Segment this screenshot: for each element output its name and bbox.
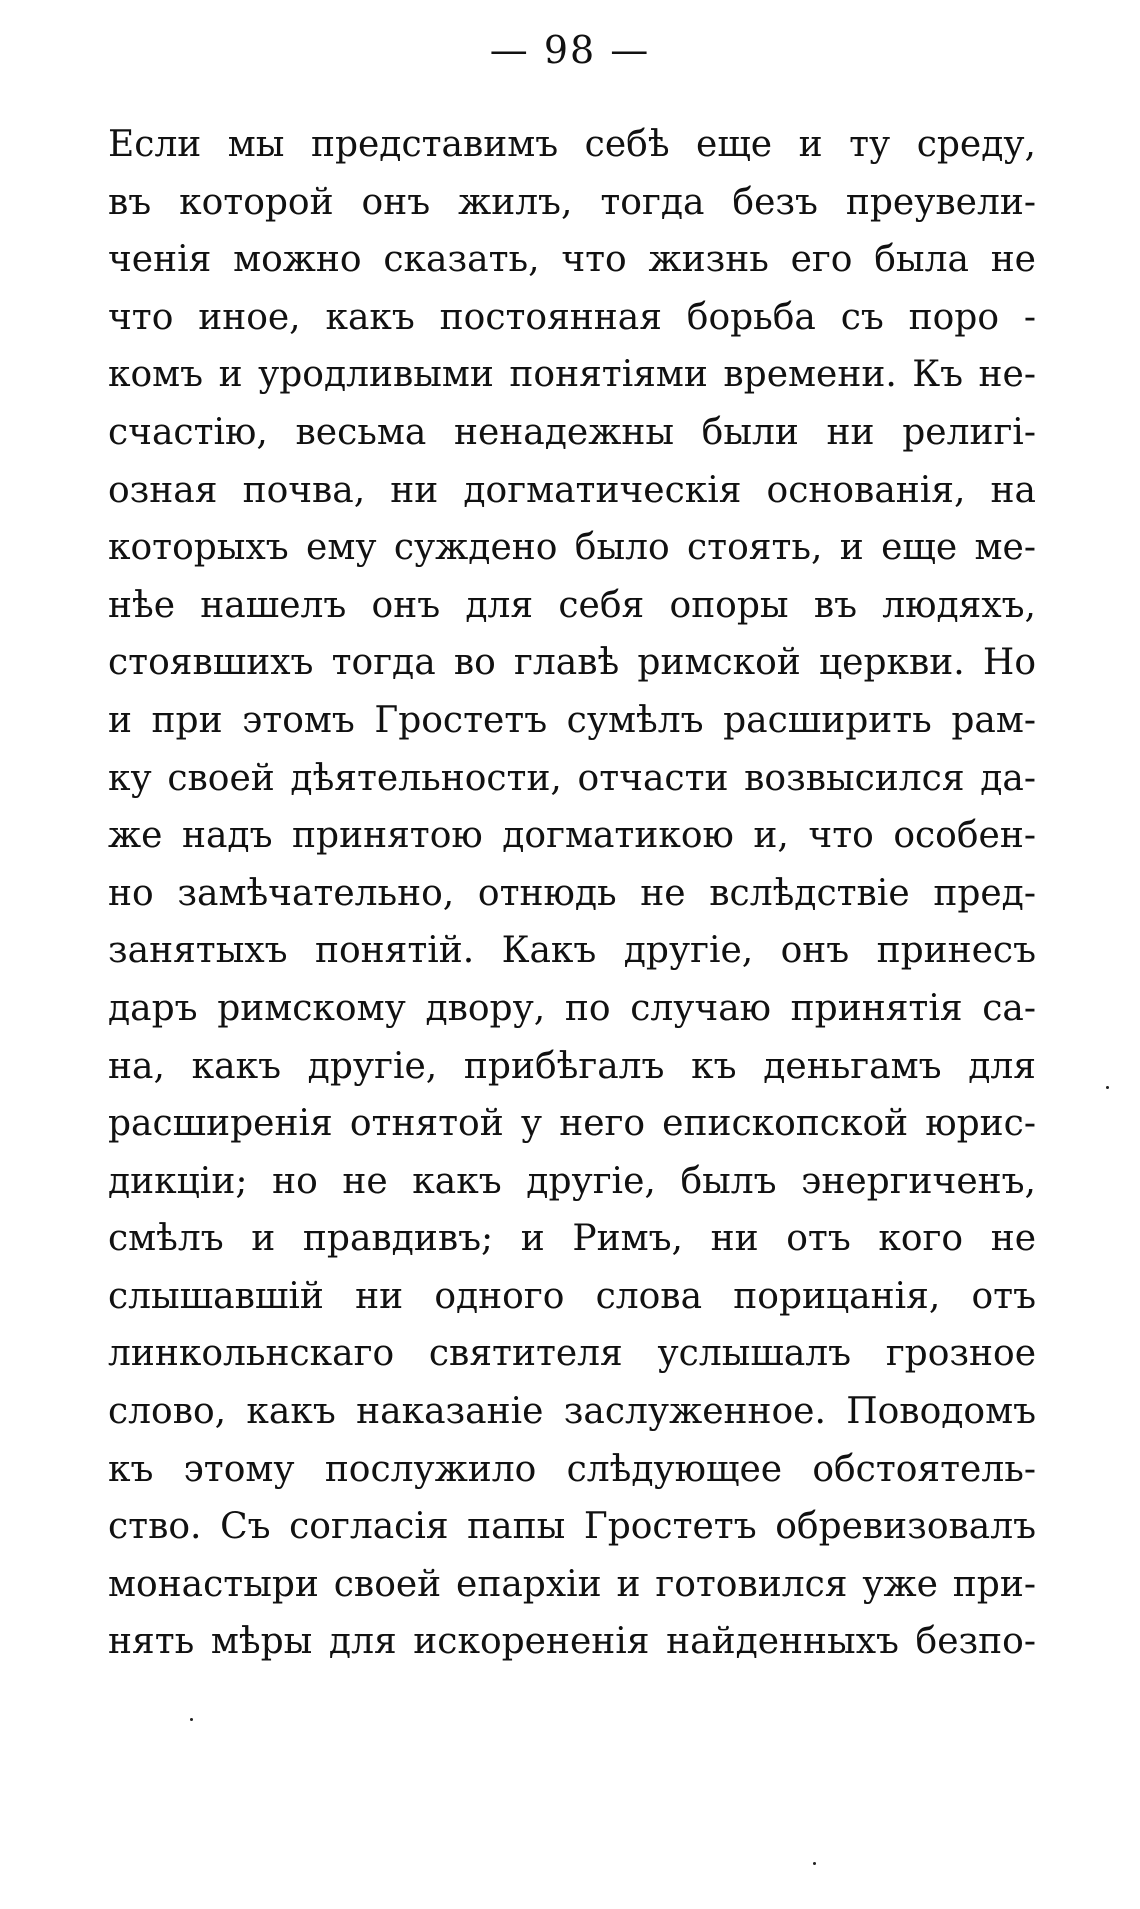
text-line: нѣе нашелъ онъ для себя опоры въ людяхъ, (108, 584, 1036, 626)
text-line: въ которой онъ жилъ, тогда безъ преувели- (108, 181, 1036, 223)
text-line: ство. Съ согласія папы Гростетъ обревизовалъ (108, 1506, 1036, 1548)
text-line: монастыри своей епархіи и готовился уже при- (108, 1563, 1036, 1605)
text-line: даръ римскому двору, по случаю принятія са- (108, 987, 1036, 1029)
text-line: комъ и уродливыми понятіями времени. Къ не- (108, 354, 1036, 396)
text-line: смѣлъ и правдивъ; и Римъ, ни отъ кого не (108, 1218, 1036, 1260)
text-line: нять мѣры для искорененія найденныхъ безпо- (108, 1621, 1036, 1663)
text-line: на, какъ другіе, прибѣгалъ къ деньгамъ для (108, 1045, 1036, 1087)
text-line: но замѣчательно, отнюдь не вслѣдствіе пред- (108, 872, 1036, 914)
text-line: къ этому послужило слѣдующее обстоятель- (108, 1448, 1036, 1490)
text-line: стоявшихъ тогда во главѣ римской церкви. Но (108, 642, 1036, 684)
text-line: ку своей дѣятельности, отчасти возвысился да- (108, 757, 1036, 799)
scan-speck (813, 1862, 816, 1865)
text-line: что иное, какъ постоянная борьба съ поро - (108, 296, 1036, 338)
scan-speck (1106, 1086, 1109, 1089)
text-line: счастію, весьма ненадежны были ни религі- (108, 411, 1036, 453)
text-line: озная почва, ни догматическія основанія, на (108, 469, 1036, 511)
text-line: Если мы представимъ себѣ еще и ту среду, (108, 124, 1036, 165)
text-line: дикціи; но не какъ другіе, былъ энергиченъ, (108, 1160, 1036, 1202)
page-number: — 98 — (489, 28, 651, 72)
text-line: которыхъ ему суждено было стоять, и еще ме- (108, 527, 1036, 569)
text-line: слово, какъ наказаніе заслуженное. Поводомъ (108, 1391, 1036, 1433)
text-line: линкольнскаго святителя услышалъ грозное (108, 1333, 1036, 1375)
text-line: и при этомъ Гростетъ сумѣлъ расширить рам- (108, 699, 1036, 741)
scan-speck (190, 1718, 193, 1721)
text-line: ченія можно сказать, что жизнь его была не (108, 239, 1036, 281)
body-text (108, 116, 1036, 1671)
text-line: слышавшій ни одного слова порицанія, отъ (108, 1275, 1036, 1317)
text-line: занятыхъ понятій. Какъ другіе, онъ принесъ (108, 930, 1036, 972)
text-line: расширенія отнятой у него епископской юрис- (108, 1103, 1036, 1145)
text-line: же надъ принятою догматикою и, что особен- (108, 815, 1036, 857)
